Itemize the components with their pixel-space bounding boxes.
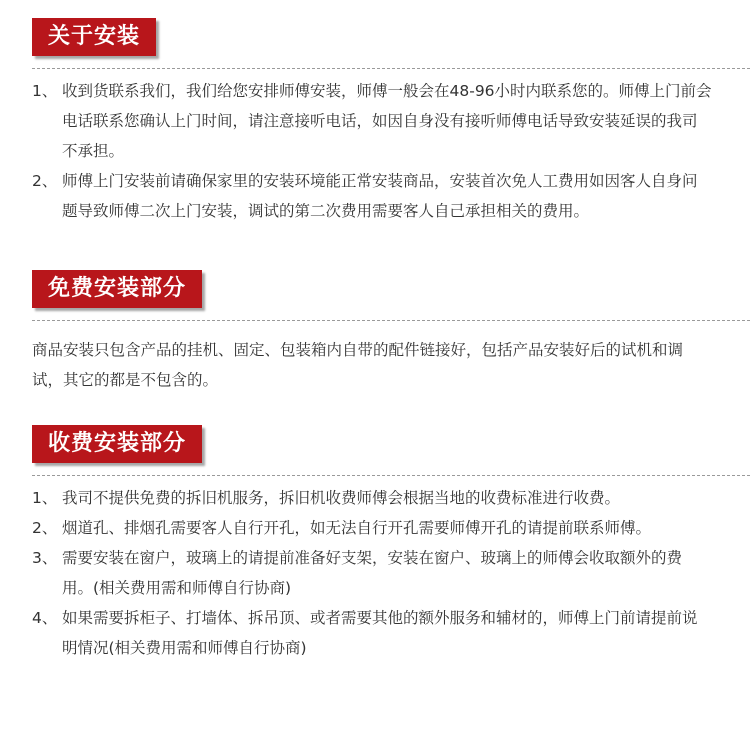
section-body [32, 335, 712, 395]
section-paid-installation [0, 425, 750, 725]
section-body [32, 483, 712, 663]
list-item [32, 603, 712, 663]
item-number: 2、 [32, 172, 58, 190]
section-title: 关于安装 [32, 18, 156, 56]
list-item [32, 483, 712, 513]
section-about-installation [0, 18, 750, 248]
list-item [32, 513, 712, 543]
item-text: 收到货联系我们，我们给您安排师傅安装，师傅一般会在48-96小时内联系您的。师傅上门前会电话联系您确认上门时间，请注意接听电话，如因自身没有接听师傅电话导致安装延误的我司不承担。 [62, 82, 712, 160]
dashed-divider [32, 475, 750, 476]
item-number: 3、 [32, 549, 58, 567]
item-text: 我司不提供免费的拆旧机服务，拆旧机收费师傅会根据当地的收费标准进行收费。 [62, 489, 621, 507]
section-title: 收费安装部分 [32, 425, 202, 463]
item-number: 1、 [32, 489, 58, 507]
item-number: 1、 [32, 82, 58, 100]
paragraph: 商品安装只包含产品的挂机、固定、包装箱内自带的配件链接好，包括产品安装好后的试机和调试，其它的都是不包含的。 [32, 341, 684, 389]
list-item [32, 543, 712, 603]
item-number: 2、 [32, 519, 58, 537]
list-item [32, 76, 712, 166]
item-text: 烟道孔、排烟孔需要客人自行开孔，如无法自行开孔需要师傅开孔的请提前联系师傅。 [62, 519, 652, 537]
item-text: 需要安装在窗户，玻璃上的请提前准备好支架，安装在窗户、玻璃上的师傅会收取额外的费用。(相关费用需和师傅自行协商) [62, 549, 683, 597]
section-title: 免费安装部分 [32, 270, 202, 308]
section-body [32, 76, 712, 226]
item-number: 4、 [32, 609, 58, 627]
list-item [32, 166, 712, 226]
dashed-divider [32, 68, 750, 69]
item-text: 如果需要拆柜子、打墙体、拆吊顶、或者需要其他的额外服务和辅材的，师傅上门前请提前说明情况(相关费用需和师傅自行协商) [62, 609, 698, 657]
section-free-installation [0, 270, 750, 400]
dashed-divider [32, 320, 750, 321]
item-text: 师傅上门安装前请确保家里的安装环境能正常安装商品，安装首次免人工费用如因客人自身问题导致师傅二次上门安装，调试的第二次费用需要客人自己承担相关的费用。 [62, 172, 698, 220]
